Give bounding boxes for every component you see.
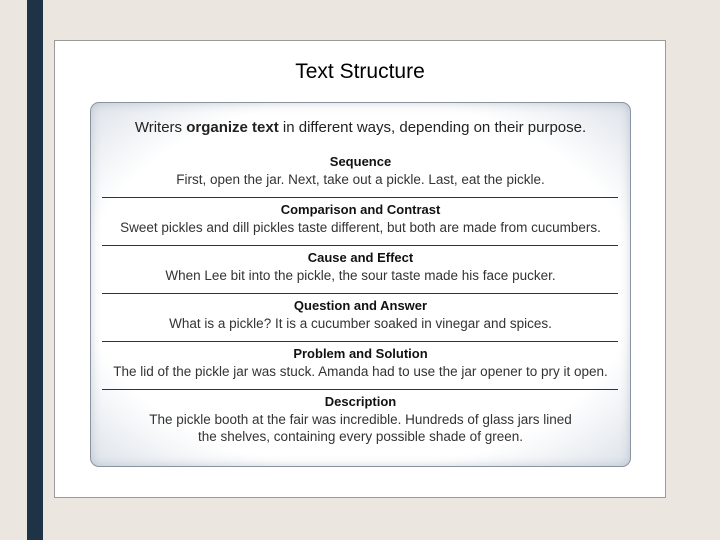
section-body-line-2: the shelves, containing every possible shade of green. bbox=[198, 429, 523, 444]
section-sequence bbox=[90, 153, 631, 188]
section-body: The lid of the pickle jar was stuck. Amanda had to use the jar opener to pry it open. bbox=[113, 364, 608, 379]
section-body: Sweet pickles and dill pickles taste different, but both are made from cucumbers. bbox=[120, 220, 601, 235]
section-heading: Problem and Solution bbox=[293, 346, 428, 361]
divider bbox=[102, 389, 618, 390]
section-body: What is a pickle? It is a cucumber soaked in vinegar and spices. bbox=[169, 316, 552, 331]
intro-before: Writers bbox=[134, 119, 187, 136]
intro-text bbox=[90, 119, 631, 136]
section-question-answer bbox=[90, 297, 631, 332]
section-body: When Lee bit into the pickle, the sour taste made his face pucker. bbox=[165, 268, 556, 283]
section-comparison bbox=[90, 201, 631, 236]
divider bbox=[102, 341, 618, 342]
section-heading: Comparison and Contrast bbox=[280, 202, 441, 217]
divider bbox=[102, 197, 618, 198]
section-description bbox=[90, 393, 631, 445]
intro-bold: organize text bbox=[186, 119, 279, 136]
intro-after: in different ways, depending on their purpose. bbox=[278, 119, 587, 136]
section-heading: Sequence bbox=[329, 154, 392, 169]
divider bbox=[102, 293, 618, 294]
section-body: First, open the jar. Next, take out a pickle. Last, eat the pickle. bbox=[176, 172, 545, 187]
slide-title: Text Structure bbox=[295, 60, 425, 83]
divider bbox=[102, 245, 618, 246]
section-heading: Description bbox=[324, 394, 397, 409]
section-problem-solution bbox=[90, 345, 631, 380]
section-heading: Question and Answer bbox=[293, 298, 428, 313]
section-cause-effect bbox=[90, 249, 631, 284]
section-body-line-1: The pickle booth at the fair was incredible. Hundreds of glass jars lined bbox=[149, 412, 572, 427]
section-heading: Cause and Effect bbox=[307, 250, 414, 265]
